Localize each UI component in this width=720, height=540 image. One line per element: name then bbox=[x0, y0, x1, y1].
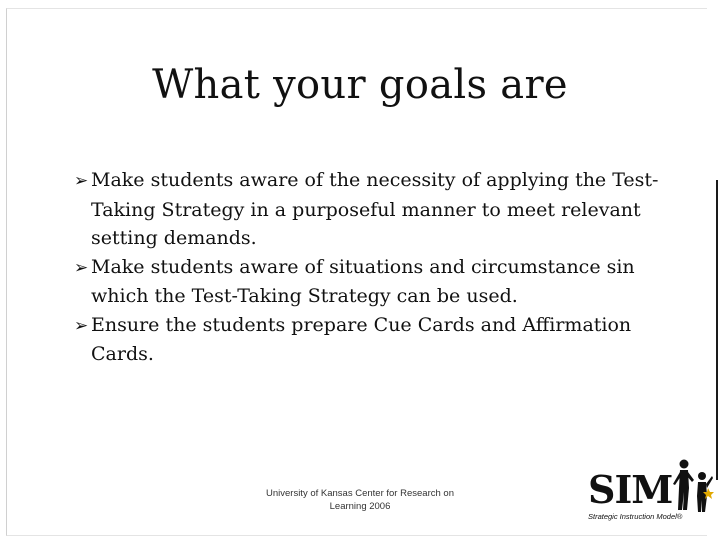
bullet-item bbox=[74, 311, 674, 369]
arrow-bullet-icon: ➢ bbox=[74, 315, 89, 336]
logo-mark: SIM bbox=[588, 467, 673, 512]
arrow-bullet-icon: ➢ bbox=[74, 171, 89, 191]
bullet-text: Make students aware of situations and circumstance sin which the Test-Taking Strategy can be used. bbox=[91, 255, 635, 307]
bullet-text: Ensure the students prepare Cue Cards and Affirmation Cards. bbox=[91, 313, 632, 365]
footer-line-2: Learning 2006 bbox=[329, 501, 391, 512]
footer-credit bbox=[255, 487, 465, 513]
arrow-bullet-icon: ➢ bbox=[74, 257, 89, 278]
slide-title: What your goals are bbox=[152, 62, 568, 108]
bullet-item bbox=[74, 166, 674, 253]
bullet-list bbox=[74, 166, 674, 369]
slide-frame-edge bbox=[710, 180, 718, 480]
people-figures-icon bbox=[672, 458, 714, 514]
bullet-item bbox=[74, 253, 674, 311]
sim-logo bbox=[586, 456, 716, 528]
logo-tagline: Strategic Instruction Model® bbox=[588, 512, 683, 521]
bullet-text: Make students aware of the necessity of applying the Test-Taking Strategy in a purposeful manner to meet relevant setting demands. bbox=[91, 169, 659, 249]
footer-line-1: University of Kansas Center for Research on bbox=[266, 488, 454, 499]
